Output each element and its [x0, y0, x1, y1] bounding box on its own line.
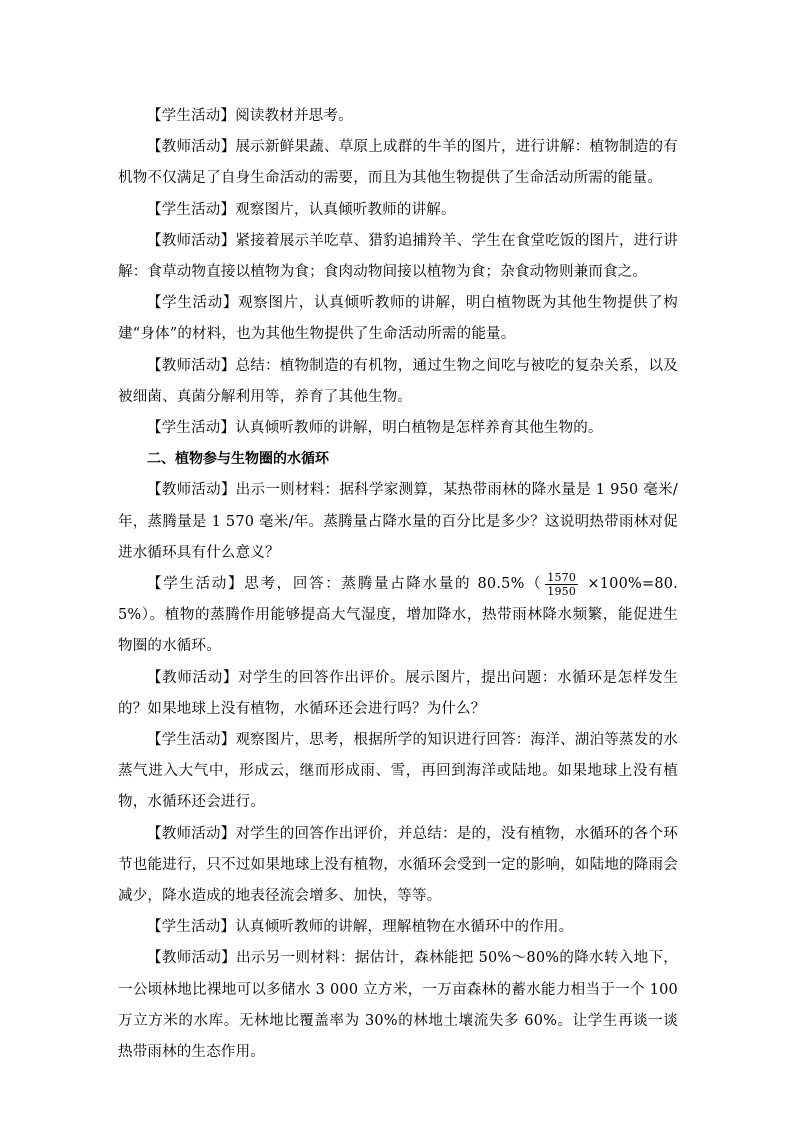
section-heading: 二、植物参与生物圈的水循环	[147, 451, 329, 468]
paragraph-student-answer: 【学生活动】观察图片，思考，根据所学的知识进行回答：海洋、湖泊等蒸发的水蒸气进入大气中，形成云，继而形成雨、雪，再回到海洋或陆地。如果地球上没有植物，水循环还会进行。	[118, 732, 678, 811]
paragraph-teacher-forest-material: 【教师活动】出示另一则材料：据估计，森林能把 50%～80%的降水转入地下，一公顷林地比裸地可以多储水 3 000 立方米，一万亩森林的蓄水能力相当于一个 100 万立方米的水库。无林地比覆盖率为 30%的林地土壤流失多 60%。让学生再谈一谈热带雨林的生态作用。	[118, 950, 678, 1061]
fraction-numerator: 1570	[547, 570, 577, 584]
fraction-denominator: 1950	[547, 584, 577, 598]
paragraph-teacher-evaluate: 【教师活动】对学生的回答作出评价，并总结：是的，没有植物，水循环的各个环节也能进行，只不过如果地球上没有植物，水循环会受到一定的影响，如陆地的降雨会减少，降水造成的地表径流会增多、加快，等等。	[118, 825, 678, 905]
formula-text-before: 【学生活动】思考，回答：蒸腾量占降水量的 80.5%（	[147, 576, 543, 593]
paragraph-teacher-question: 【教师活动】对学生的回答作出评价。展示图片，提出问题：水循环是怎样发生的？如果地球上没有植物，水循环还会进行吗？为什么？	[118, 669, 678, 717]
paragraph-student-formula	[118, 569, 678, 663]
paragraph-teacher-fruit-images: 【教师活动】展示新鲜果蔬、草原上成群的牛羊的图片，进行讲解：植物制造的有机物不仅满足了自身生命活动的需要，而且为其他生物提供了生命活动所需的能量。	[118, 139, 678, 187]
paragraph-teacher-summary: 【教师活动】总结：植物制造的有机物，通过生物之间吃与被吃的复杂关系，以及被细菌、真菌分解利用等，养育了其他生物。	[118, 357, 678, 405]
document-body	[118, 101, 678, 1068]
paragraph-teacher-material: 【教师活动】出示一则材料：据科学家测算，某热带雨林的降水量是 1 950 毫米/年，蒸腾量是 1 570 毫米/年。蒸腾量占降水量的百分比是多少？这说明热带雨林对促进水循环具有什么意义？	[118, 482, 678, 561]
paragraph-teacher-food-chain: 【教师活动】紧接着展示羊吃草、猎豹追捕羚羊、学生在食堂吃饭的图片，进行讲解：食草动物直接以植物为食；食肉动物间接以植物为食；杂食动物则兼而食之。	[118, 232, 678, 281]
paragraph-student-listen: 【学生活动】认真倾听教师的讲解，明白植物是怎样养育其他生物的。	[147, 420, 603, 437]
paragraph-student-observe: 【学生活动】观察图片，认真倾听教师的讲解。	[147, 201, 456, 218]
formula-text-after: ×100%=80.5%）。植物的蒸腾作用能够提高大气湿度，增加降水，热带雨林降水频繁，能促进生物圈的水循环。	[118, 576, 678, 655]
paragraph-student-role: 【学生活动】认真倾听教师的讲解，理解植物在水循环中的作用。	[147, 919, 574, 936]
fraction	[545, 571, 578, 598]
paragraph-student-reading: 【学生活动】阅读教材并思考。	[147, 108, 353, 124]
paragraph-student-understand: 【学生活动】观察图片，认真倾听教师的讲解，明白植物既为其他生物提供了构建“身体”的材料，也为其他生物提供了生命活动所需的能量。	[118, 295, 678, 343]
